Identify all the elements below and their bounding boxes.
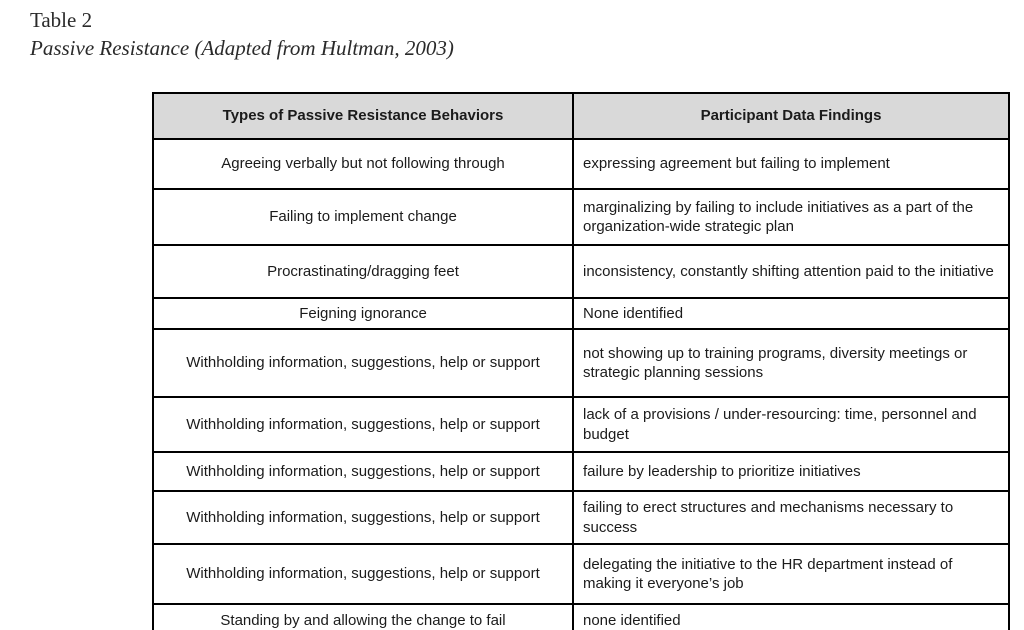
finding-cell: not showing up to training programs, diversity meetings or strategic planning sessions xyxy=(573,329,1009,397)
table-caption-title: Passive Resistance (Adapted from Hultman, 2003) xyxy=(30,36,454,61)
finding-cell: None identified xyxy=(573,298,1009,329)
table-row xyxy=(153,452,1009,491)
behavior-cell: Withholding information, suggestions, help or support xyxy=(153,452,573,491)
behavior-cell: Withholding information, suggestions, help or support xyxy=(153,544,573,604)
behavior-cell: Standing by and allowing the change to fail xyxy=(153,604,573,630)
table-row xyxy=(153,544,1009,604)
behavior-cell: Procrastinating/dragging feet xyxy=(153,245,573,298)
behavior-cell: Withholding information, suggestions, help or support xyxy=(153,491,573,544)
finding-cell: marginalizing by failing to include initiatives as a part of the organization-wide strategic plan xyxy=(573,189,1009,245)
finding-cell: failure by leadership to prioritize initiatives xyxy=(573,452,1009,491)
table-body xyxy=(153,139,1009,630)
table-row xyxy=(153,298,1009,329)
table-caption-label: Table 2 xyxy=(30,8,93,32)
table-row xyxy=(153,604,1009,630)
behavior-cell: Feigning ignorance xyxy=(153,298,573,329)
finding-cell: delegating the initiative to the HR department instead of making it everyone’s job xyxy=(573,544,1009,604)
behavior-cell: Failing to implement change xyxy=(153,189,573,245)
column-header-findings: Participant Data Findings xyxy=(573,93,1009,139)
behavior-cell: Withholding information, suggestions, help or support xyxy=(153,329,573,397)
table-header-row xyxy=(153,93,1009,139)
finding-cell: failing to erect structures and mechanisms necessary to success xyxy=(573,491,1009,544)
table-header xyxy=(153,93,1009,139)
table-row xyxy=(153,139,1009,189)
behavior-cell: Withholding information, suggestions, help or support xyxy=(153,397,573,452)
behavior-cell: Agreeing verbally but not following through xyxy=(153,139,573,189)
finding-cell: inconsistency, constantly shifting attention paid to the initiative xyxy=(573,245,1009,298)
table-caption xyxy=(30,6,454,63)
table-row xyxy=(153,329,1009,397)
finding-cell: lack of a provisions / under-resourcing: time, personnel and budget xyxy=(573,397,1009,452)
table-row xyxy=(153,397,1009,452)
table-row xyxy=(153,491,1009,544)
finding-cell: none identified xyxy=(573,604,1009,630)
passive-resistance-table xyxy=(152,92,1010,630)
column-header-behaviors: Types of Passive Resistance Behaviors xyxy=(153,93,573,139)
table-row xyxy=(153,245,1009,298)
finding-cell: expressing agreement but failing to implement xyxy=(573,139,1009,189)
table-row xyxy=(153,189,1009,245)
